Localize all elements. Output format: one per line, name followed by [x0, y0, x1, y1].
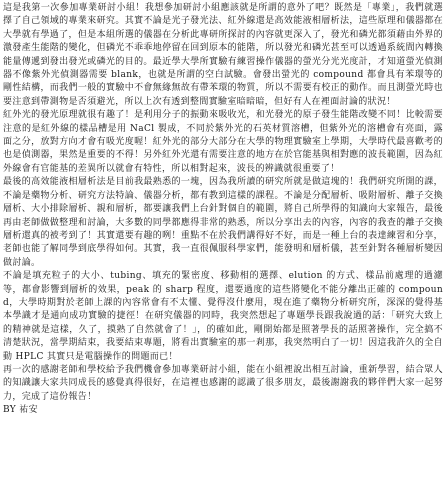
report-page — [3, 2, 443, 480]
paragraph-chromatography-factors: 不論是填充粒子的大小、tubing、填充的緊密度、移動相的選擇、elution 的方式、樣品前處理的過濾等，都會影響到層析的效果，peak 的 sharp 程度，還要過度的這些將變化不能分離出正確的 compound，大學時期對於老師上課的內容常會有不太懂、覺得沒什麼用，現在進了藥物分析研究所，深深的覺得基本學識才是通向成功實驗的捷徑！在研究儀器的同時，我突然想起了專題學長跟我說過的話：「研究大致上的精神就是這樣，久了，摸熟了自然就會了！」，的確如此，剛開始都是照著學長的話照著操作，完全搞不清楚狀況，當學期結束，我要結束專題，將看出實驗室的那一剎那，我突然明白了一切！因這我許久的全自動 HPLC 其實只是電腦操作的問題而已！ — [3, 271, 443, 362]
paragraph-thanks: 再一次的感謝老師和學校給予我們機會參加專業研討小組，能在小組裡說出相互討論，重新學習，結合眾人的知識讓大家共同成長的感覺真得很好，在這裡也感謝的認識了很多朋友，最後謝謝我的夥伴們大家一起努力，完成了這份報告！ — [3, 364, 443, 402]
paragraph-infrared: 紅外光的發光原理就很有趣了！是利用分子的振動來吸收光，和光發光的原子發生能階改變不同！比較需要注意的是紅外線的樣品槽是用 NaCl 製成，不同於紫外光的石英材質溶槽，但紫外光的溶槽會有亮面，露面之分，放對方向才會有吸光度喔！紅外光的部分大部分在大學的物理實驗室上學期，大學時代最喜歡考的也是偵測器，果然是重要的不得！另外紅外光還有需要注意的地方在於官能基與相對應的波長範圍，因為紅外線會有官能基的差異所以就會有特性，所以相對起來，波長的辨識就很重要了！ — [3, 110, 443, 174]
paragraph-hplc: 最後的高效能液相層析法是目前我最熟悉的一塊，因為我所讀的研究所就是做這塊的！我們研究所開的課，不論是藥物分析、研究方法特論、儀器分析，都有教到這樣的課程。不論是分配層析、吸附層析、離子交換層析、大小排除層析、親和層析，都要讓我們上台針對個自的範圍，將自己所學得的知識向大家報告，最後再由老師做做整理和討論，大多數的同學都應得非常的熟悉，所以分享出去的內容，內容的我查的離子交換層析還真的被考到了！其實還要有趣的咧！重點不在於我們講得好不好，而是一種上台的表達練習和分享，老師也能了解同學到底學得如何。其實，我一直很佩服科學家們，能發明和層析儀，甚至針對各種層析變因做討論。 — [3, 177, 443, 268]
author-signature: BY 祐安 — [3, 405, 39, 416]
paragraph-intro: 這是我第一次參加專業研討小組！我想參加研討小組應該就是所謂的意外了吧？既然是「專業」，我們就選擇了自己領域的專業來研究。其實不論是光子發光法、紅外線還是高效能液相層析法，這些原理和儀器都在大學就有學過了，但是本組所選的儀器在分析此專研所探討的內容就更深入了，發光和磷光都須藉由外界的激發產生能階的變化，但磷光不乖乖地停留在回到原本的能階，所以發光和磷光甚至可以透過系統間內轉換能量傳遞到發出發光或磷光的目的。最近學大學所實驗有練習操作儀器的螢光分光光度計，才知道螢光偵測器不像紫外光偵測器需要 blank，也就是所謂的空白試驗。會發出螢光的 compound 都會具有苯環等的剛性結構，而我們一般的實驗中不會無緣無故有帶苯環的物質，所以不需要有校正的動作。而且測螢光時也要注意到帶測物是否須避光，所以上次有透到整間實驗室暗暗暗，但好有人在裡面討論的狀況！ — [3, 3, 443, 107]
